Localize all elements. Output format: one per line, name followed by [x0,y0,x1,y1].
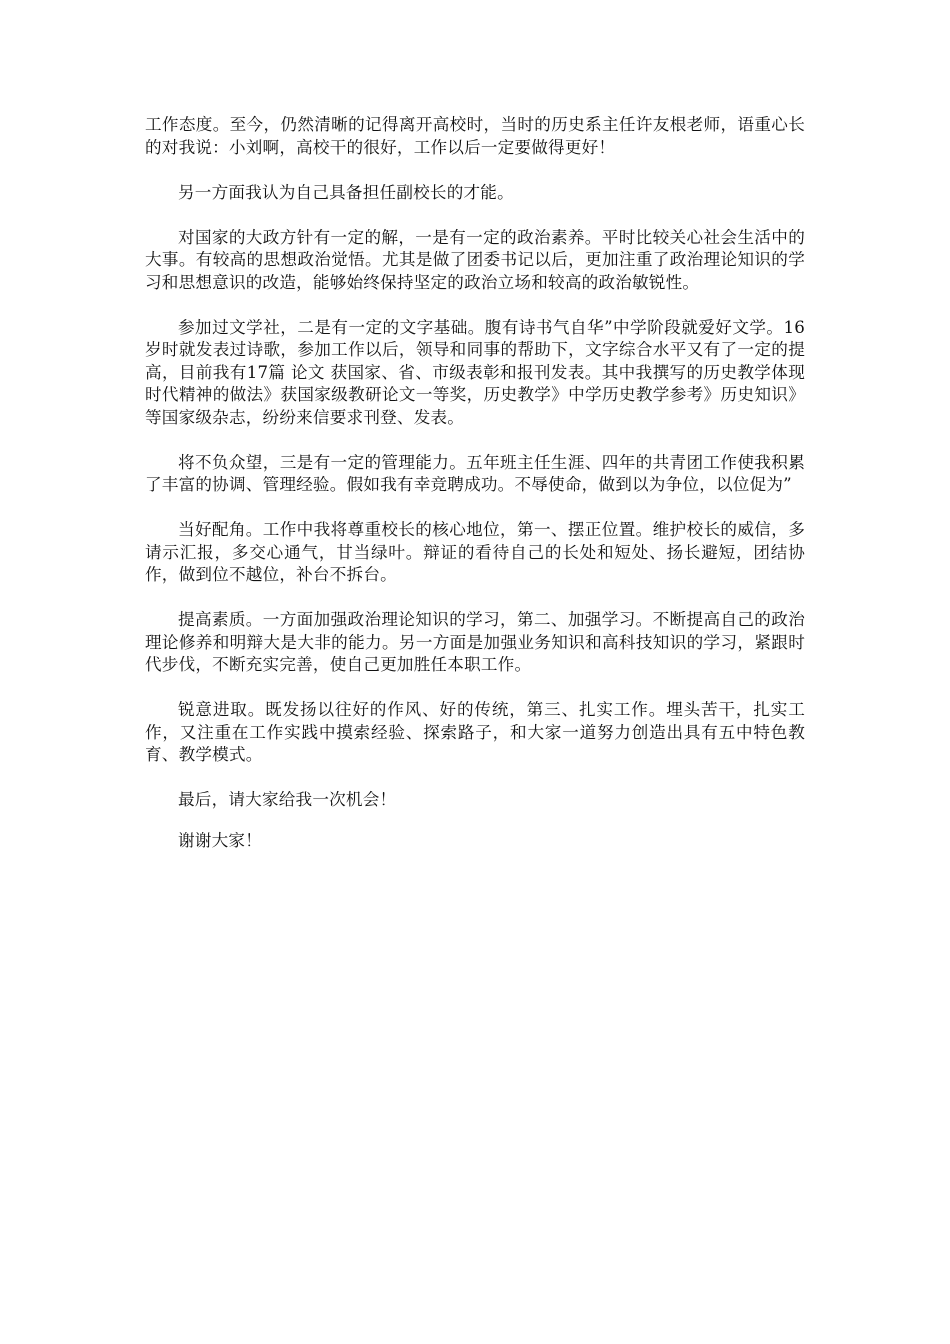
paragraph-5: 将不负众望，三是有一定的管理能力。五年班主任生涯、四年的共青团工作使我积累了丰富的协调、管理经验。假如我有幸竞聘成功。不辱使命，做到以为争位，以位促为” [145,452,805,494]
document-page [145,114,805,870]
paragraph-8: 锐意进取。既发扬以往好的作风、好的传统，第三、扎实工作。埋头苦干，扎实工作，又注重在工作实践中摸索经验、探索路子，和大家一道努力创造出具有五中特色教育、教学模式。 [145,700,805,764]
paragraph-1: 工作态度。至今，仍然清晰的记得离开高校时，当时的历史系主任许友根老师，语重心长的对我说：小刘啊，高校干的很好，工作以后一定要做得更好！ [145,115,805,157]
paragraph-3: 对国家的大政方针有一定的解，一是有一定的政治素养。平时比较关心社会生活中的大事。有较高的思想政治觉悟。尤其是做了团委书记以后，更加注重了政治理论知识的学习和思想意识的改造，能够始终保持坚定的政治立场和较高的政治敏锐性。 [145,227,805,292]
paragraph-2: 另一方面我认为自己具备担任副校长的才能。 [178,182,514,202]
closing-request: 最后，请大家给我一次机会！ [178,790,397,809]
paragraph-4: 参加过文学社，二是有一定的文字基础。腹有诗书气自华”中学阶段就爱好文学。16岁时就发表过诗歌，参加工作以后，领导和同事的帮助下，文字综合水平又有了一定的提高，目前我有17篇 论文 获国家、省、市级表彰和报刊发表。其中我撰写的历史教学体现时代精神的做法》获国家级教研论文一等奖，历史教学》中学历史教学参考》历史知识》等国家级杂志，纷纷来信要求刊登、发表。 [145,317,805,427]
closing-thanks: 谢谢大家！ [178,830,262,850]
paragraph-6: 当好配角。工作中我将尊重校长的核心地位，第一、摆正位置。维护校长的威信，多请示汇报，多交心通气，甘当绿叶。辩证的看待自己的长处和短处、扬长避短，团结协作，做到位不越位，补台不拆台。 [145,520,805,584]
paragraph-7: 提高素质。一方面加强政治理论知识的学习，第二、加强学习。不断提高自己的政治理论修养和明辩大是大非的能力。另一方面是加强业务知识和高科技知识的学习，紧跟时代步伐，不断充实完善，使自己更加胜任本职工作。 [145,610,805,674]
